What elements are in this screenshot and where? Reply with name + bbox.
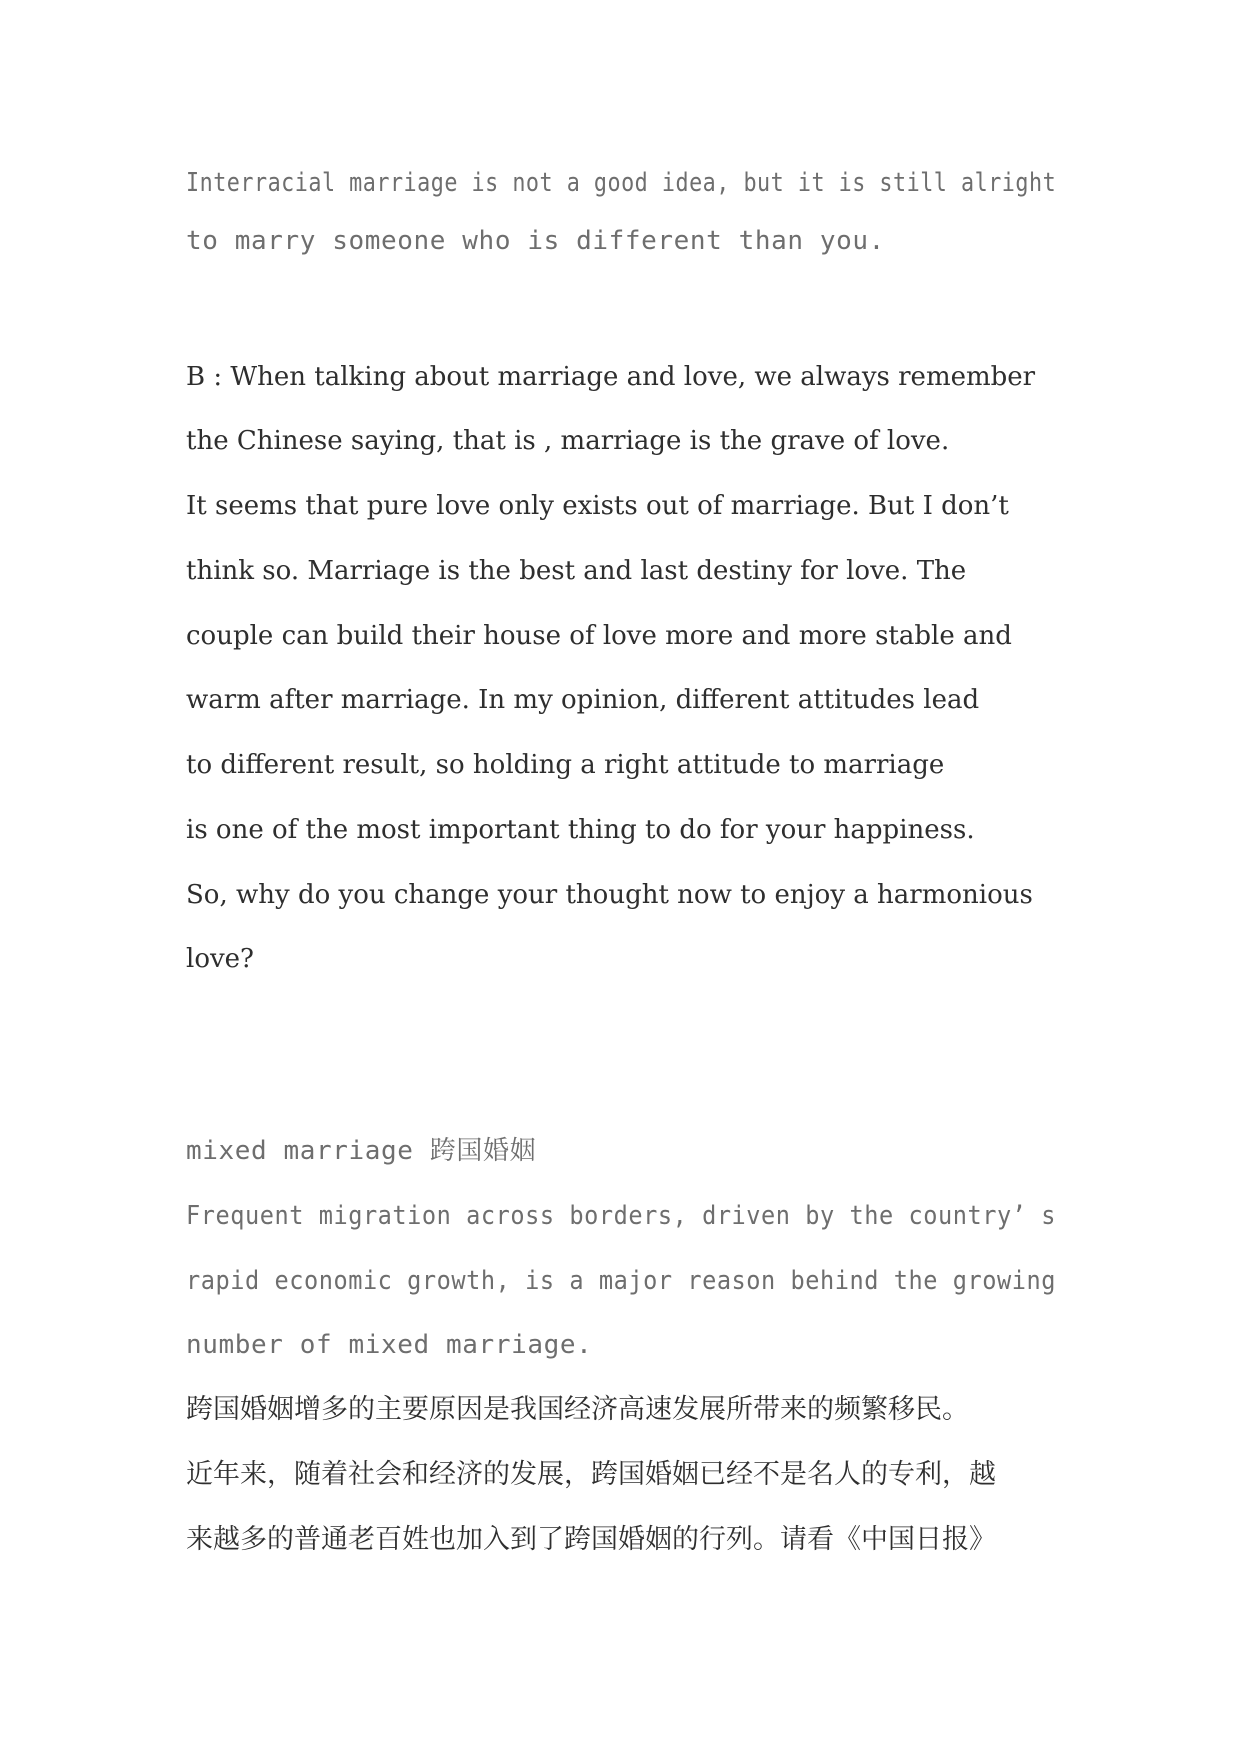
paragraph-b-line: couple can build their house of love more and more stable and [186, 621, 1012, 651]
paragraph-a-line: to marry someone who is different than you. [186, 226, 885, 256]
paragraph-a-line: Interracial marriage is not a good idea, but it is still alright [186, 168, 1057, 198]
paragraph-b-line: love? [186, 944, 254, 974]
paragraph-b-line: think so. Marriage is the best and last destiny for love. The [186, 556, 967, 586]
paragraph-b-line: the Chinese saying, that is , marriage is the grave of love. [186, 426, 950, 456]
english-line: number of mixed marriage. [186, 1330, 593, 1360]
paragraph-b-line: It seems that pure love only exists out of marriage. But I don’t [186, 491, 1009, 521]
chinese-line: 近年来，随着社会和经济的发展，跨国婚姻已经不是名人的专利，越 [186, 1459, 996, 1490]
chinese-line: 跨国婚姻增多的主要原因是我国经济高速发展所带来的频繁移民。 [186, 1394, 969, 1425]
paragraph-b-line: is one of the most important thing to do for your happiness. [186, 815, 975, 845]
paragraph-b-line: So, why do you change your thought now to enjoy a harmonious [186, 880, 1033, 910]
paragraph-b-line: to different result, so holding a right attitude to marriage [186, 750, 945, 780]
paragraph-b-line: warm after marriage. In my opinion, different attitudes lead [186, 685, 980, 715]
paragraph-b-line: B : When talking about marriage and love, we always remember [186, 362, 1036, 392]
chinese-line: 来越多的普通老百姓也加入到了跨国婚姻的行列。请看《中国日报》 [186, 1524, 996, 1555]
section-heading: mixed marriage 跨国婚姻 [186, 1136, 537, 1166]
english-line: Frequent migration across borders, driven by the country’ s [186, 1201, 1056, 1231]
english-line: rapid economic growth, is a major reason behind the growing [186, 1266, 1056, 1296]
